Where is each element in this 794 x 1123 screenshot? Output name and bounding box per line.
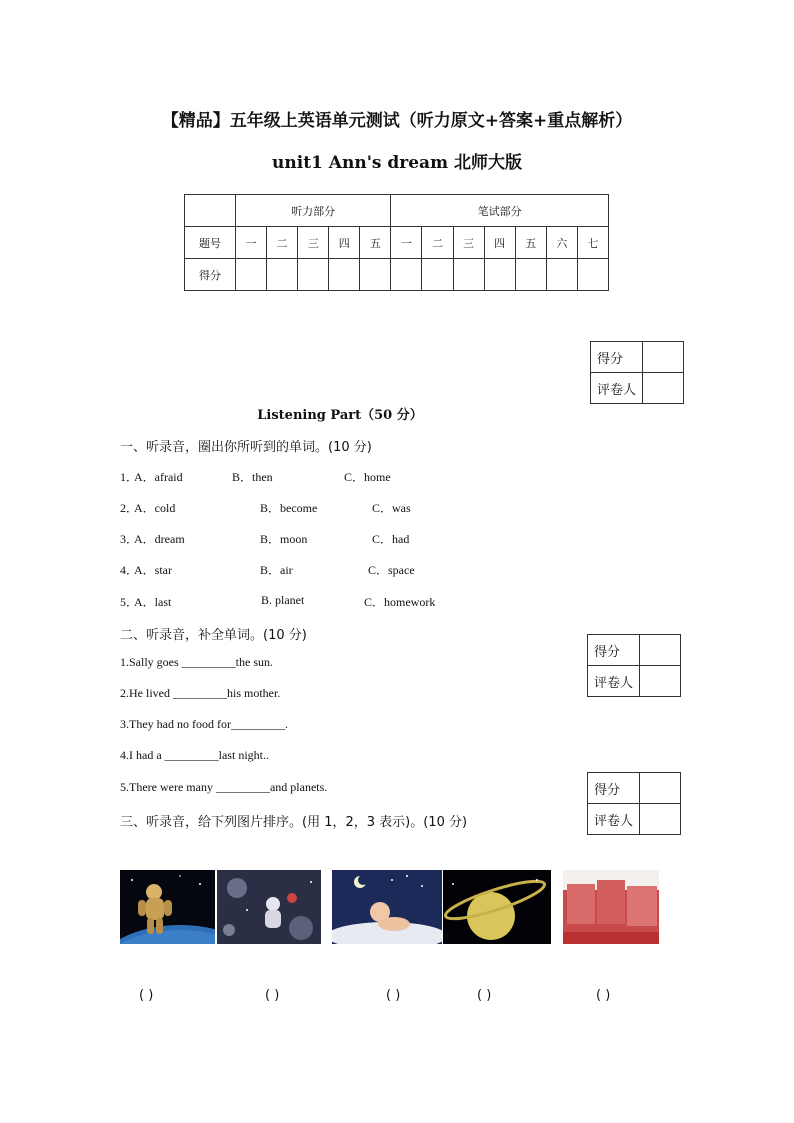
written-col: 二	[422, 227, 453, 259]
listening-col: 二	[267, 227, 298, 259]
section3-heading: 三、听录音，给下列图片排序。(用 1，2，3 表示)。(10 分)	[120, 815, 468, 830]
written-col: 五	[515, 227, 546, 259]
answer-paren[interactable]: ( )	[477, 988, 492, 1003]
answer-paren[interactable]: ( )	[386, 988, 401, 1003]
fill-blank-item[interactable]: 4.I had a _________last night..	[120, 748, 269, 762]
score-table	[184, 194, 609, 291]
written-col: 六	[546, 227, 577, 259]
score-cell[interactable]	[329, 259, 360, 291]
option-c[interactable]: C．had	[372, 532, 410, 546]
listening-col: 五	[360, 227, 391, 259]
score-cell[interactable]	[236, 259, 267, 291]
row-label-number: 题号	[185, 227, 236, 259]
mini-grader-label: 评卷人	[588, 666, 640, 697]
saturn-picture	[443, 870, 551, 944]
option-b[interactable]: B．air	[260, 563, 293, 577]
score-cell[interactable]	[546, 259, 577, 291]
question-row	[120, 530, 580, 544]
answer-paren[interactable]: ( )	[139, 988, 154, 1003]
option-a[interactable]: A．cold	[134, 501, 176, 515]
option-b[interactable]: B．moon	[260, 532, 308, 546]
score-cell[interactable]	[422, 259, 453, 291]
mini-score-cell[interactable]	[640, 635, 681, 666]
option-b[interactable]: B．become	[260, 501, 318, 515]
mini-score-box-1	[590, 341, 684, 404]
fill-blank-item[interactable]: 1.Sally goes _________the sun.	[120, 655, 273, 669]
written-header: 笔试部分	[391, 195, 609, 227]
mini-score-label: 得分	[588, 773, 640, 804]
baby-dream-picture	[332, 870, 442, 944]
score-cell[interactable]	[391, 259, 422, 291]
written-col: 三	[453, 227, 484, 259]
question-number: 1．	[120, 470, 139, 484]
written-col: 四	[484, 227, 515, 259]
listening-part-heading: Listening Part（50 分）	[257, 408, 423, 423]
option-c[interactable]: C．home	[344, 470, 391, 484]
fill-blank-item[interactable]: 2.He lived _________his mother.	[120, 686, 281, 700]
question-number: 3．	[120, 532, 139, 546]
answer-paren[interactable]: ( )	[596, 988, 611, 1003]
question-number: 4．	[120, 563, 139, 577]
question-number: 2．	[120, 501, 139, 515]
fill-blank-item[interactable]: 5.There were many _________and planets.	[120, 780, 328, 794]
score-cell[interactable]	[298, 259, 329, 291]
mini-grader-label: 评卷人	[591, 373, 643, 404]
score-cell[interactable]	[267, 259, 298, 291]
question-number: 5．	[120, 595, 139, 609]
mini-score-cell[interactable]	[643, 342, 684, 373]
option-a[interactable]: A．last	[134, 595, 172, 609]
fill-blank-item[interactable]: 3.They had no food for_________.	[120, 717, 288, 731]
option-c[interactable]: C．homework	[364, 595, 436, 609]
score-cell[interactable]	[453, 259, 484, 291]
question-row	[120, 593, 580, 607]
option-b[interactable]: B．then	[232, 470, 273, 484]
score-cell[interactable]	[515, 259, 546, 291]
mini-score-cell[interactable]	[640, 773, 681, 804]
section2-heading: 二、听录音，补全单词。(10 分)	[120, 628, 307, 643]
option-a[interactable]: A．afraid	[134, 470, 183, 484]
question-row	[120, 468, 580, 482]
title-line-2: unit1 Ann's dream 北师大版	[272, 153, 522, 173]
mini-grader-cell[interactable]	[643, 373, 684, 404]
money-stacks-picture	[563, 870, 659, 944]
listening-header: 听力部分	[236, 195, 391, 227]
option-a[interactable]: A．star	[134, 563, 172, 577]
score-cell[interactable]	[484, 259, 515, 291]
mini-score-box-3	[587, 772, 681, 835]
option-c[interactable]: C．was	[372, 501, 411, 515]
option-a[interactable]: A．dream	[134, 532, 185, 546]
written-col: 一	[391, 227, 422, 259]
score-table-corner	[185, 195, 236, 227]
astronaut-space-picture	[217, 870, 321, 944]
question-row	[120, 561, 580, 575]
answer-paren[interactable]: ( )	[265, 988, 280, 1003]
astronaut-earth-picture	[120, 870, 215, 944]
question-row	[120, 499, 580, 513]
written-col: 七	[577, 227, 608, 259]
title-line-1: 【精品】五年级上英语单元测试（听力原文+答案+重点解析）	[161, 111, 633, 131]
mini-score-label: 得分	[588, 635, 640, 666]
section1-heading: 一、听录音，圈出你所听到的单词。(10 分)	[120, 440, 372, 455]
listening-col: 三	[298, 227, 329, 259]
listening-col: 四	[329, 227, 360, 259]
listening-col: 一	[236, 227, 267, 259]
mini-score-label: 得分	[591, 342, 643, 373]
mini-score-box-2	[587, 634, 681, 697]
mini-grader-cell[interactable]	[640, 804, 681, 835]
mini-grader-label: 评卷人	[588, 804, 640, 835]
mini-grader-cell[interactable]	[640, 666, 681, 697]
score-cell[interactable]	[577, 259, 608, 291]
row-label-score: 得分	[185, 259, 236, 291]
option-c[interactable]: C．space	[368, 563, 415, 577]
score-cell[interactable]	[360, 259, 391, 291]
option-b[interactable]: B. planet	[261, 593, 305, 607]
